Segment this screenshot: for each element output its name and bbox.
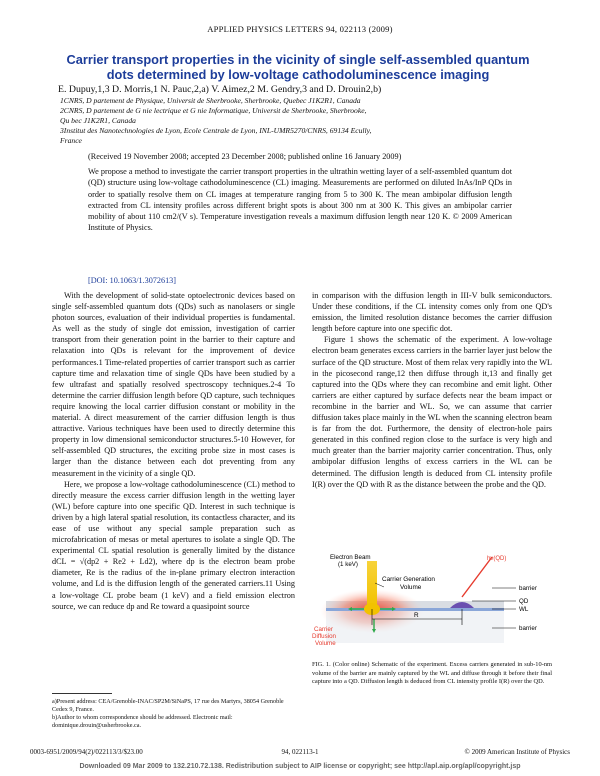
- generation-volume-label: Volume: [400, 584, 422, 591]
- wl-label: WL: [519, 606, 529, 613]
- abstract: We propose a method to investigate the carrier transport properties in the ultrathin wetting layer of a self-assembled quantum dot (QD) structure using low-voltage cathodoluminescence (CL) imaging. Measurements are performed on diluted InAs/InP QDs in order to spatially resolve them on CL images at temperature ranging from 5 to 300 K. The mean ambipolar diffusion length extracted from CL intensity profiles across different bright spots is about 300 nm at 300 K. This gives an ambipolar carrier mobility of about 110 cm2/(V s). Temperature investigation reveals a maximum diffusion length near 120 K. © 2009 American Institute of Physics.: [88, 167, 512, 233]
- footer-page-number: 94, 022113-1: [281, 748, 319, 756]
- photon-wave-icon: [462, 557, 492, 597]
- diffusion-volume-label: Carrier: [314, 626, 333, 633]
- figure-1-schematic: [312, 553, 552, 653]
- affiliation-line: 2CNRS, D partement de G nie lectrique et G nie Informatique, Universit de Sherbrooke, Sherbrooke,: [60, 106, 367, 115]
- download-notice: Downloaded 09 Mar 2009 to 132.210.72.138. Redistribution subject to AIP license or copyright; see http://apl.aip.org/apl/copyright.jsp: [79, 763, 521, 770]
- paper-title: Carrier transport properties in the vicinity of single self-assembled quantum dots determined by low-voltage cathodoluminescence imaging: [66, 52, 530, 82]
- photon-label: hν(QD): [487, 556, 507, 562]
- body-column-left: [52, 290, 295, 612]
- received-dates: (Received 19 November 2008; accepted 23 December 2008; published online 16 January 2009): [88, 152, 402, 161]
- footnote: a)Present address: CEA/Grenoble-INAC/SP2M/SiNaPS, 17 rue des Martyrs, 38054 Grenoble Cedex 9, France.: [52, 698, 284, 713]
- body-column-right: [312, 290, 552, 490]
- author-list: E. Dupuy,1,3 D. Morris,1 N. Pauc,2,a) V. Aimez,2 M. Gendry,3 and D. Drouin2,b): [58, 84, 382, 95]
- figure-1-caption: FIG. 1. (Color online) Schematic of the experiment. Excess carriers generated in sub-10-nm volume of the barrier are mainly captured by the WL and diffuse through it before their final capture into a QD. Diffusion length is deduced from CL intensity profile I(R) over the QD.: [312, 661, 552, 686]
- qd-label: QD: [519, 598, 529, 605]
- barrier-bottom-label: barrier: [519, 625, 537, 632]
- generation-volume-label: Carrier Generation: [382, 576, 435, 583]
- affiliation-line: 1CNRS, D partement de Physique, Universit de Sherbrooke, Sherbrooke, Quebec J1K2R1, Canada: [60, 96, 361, 105]
- paragraph: With the development of solid-state optoelectronic devices based on single self-assembled quantum dots (QDs) such as nanolasers or single photon sources, evaluation of their individual properties is fundamental. As well as the study of single dot emission, investigation of carrier transport from their generation point in the barrier to their capture and relaxation into QDs is relevant for the improvement of device performances.1 Time-related properties of carrier transport such as carrier capture time and relaxation time of single QDs have been studied by a few ultrafast and spatially resolved spectroscopy techniques.2-4 To determine the carrier diffusion length before QD capture, such techniques require knowing the local carrier diffusion constant or mobility in the material. A direct measurement of the carrier diffusion length is thus attractive. Various techniques have been used to directly determine this property in low dimensional semiconductor structures.5-10 However, for self-assembled QD structures, the exciting probe size in most cases is larger than the distance between each dot preventing from any measurement in the vicinity of a single QD.: [52, 291, 295, 478]
- electron-beam: [367, 561, 377, 607]
- paragraph: Here, we propose a low-voltage cathodoluminescence (CL) method to directly measure the excess carrier diffusion length in the wetting layer (WL) before capture into one specific QD. Interest in such technique is driven by a high lateral spatial resolution, its contactless character, and its ease of use without any special sample preparation such as microfabrication of mesas or metal apertures to isolate a single QD. The experimental CL spatial resolution is generally limited by the distance dCL = √(dp2 + Re2 + Ld2), where dp is the electron beam probe diameter, Re is the radius of the in-plane primary electron interaction volume, and Ld is the diffusion length of the generated carriers.11 Using a low-voltage CL probe beam (1 keV) and a field emission electron source, we can reduce dp and Re toward a quasipoint source: [52, 479, 295, 611]
- affiliations: [60, 96, 490, 146]
- beam-energy-label: (1 keV): [338, 561, 358, 568]
- diffusion-volume-label: Volume: [315, 640, 336, 647]
- affiliation-line: Qu bec J1K2R1, Canada: [60, 116, 136, 125]
- doi-link[interactable]: [DOI: 10.1063/1.3072613]: [88, 276, 177, 285]
- footer-copyright: © 2009 American Institute of Physics: [464, 748, 570, 756]
- footnote-divider: [52, 693, 112, 694]
- footer-issn: 0003-6951/2009/94(2)/022113/3/$23.00: [30, 748, 143, 756]
- footnote: b)Author to whom correspondence should be addressed. Electronic mail: dominique.drouin@usherbrooke.ca.: [52, 714, 233, 729]
- journal-header: APPLIED PHYSICS LETTERS 94, 022113 (2009): [207, 24, 393, 34]
- paragraph: in comparison with the diffusion length in III-V bulk semiconductors. Under these conditions, if the CL intensity comes only from one QD's emission, the limited resolution distance becomes the carrier diffusion length before capture into one specific dot.: [312, 291, 552, 334]
- affiliation-line: France: [60, 136, 82, 145]
- footnotes: [52, 698, 295, 730]
- paragraph: Figure 1 shows the schematic of the experiment. A low-voltage electron beam generates excess carriers in the barrier layer just below the surface of the QD structure. Most of them relax very rapidly into the WL in the picosecond range,12 then diffuse through it,13 and finally get captured into the QDs where they can recombine and emit light. Other carriers are either captured by surface defects near the beam impact or recombine in the barrier and WL. So, we can assume that carrier diffusion takes place mainly in the WL when the scanning electron beam is far from the dot. Furthermore, the density of electron-hole pairs generated in this confined region close to the surface is very high and much greater than the barrier majority carrier concentration. Thus, only ambipolar diffusion lengths of excess carriers in the WL can be determined. The diffusion length is deduced from CL intensity profile I(R) over the QD with R as the distance between the probe and the QD.: [312, 335, 552, 489]
- affiliation-line: 3Institut des Nanotechnologies de Lyon, Ecole Centrale de Lyon, INL-UMR5270/CNRS, 69134 Ecully,: [60, 126, 372, 135]
- distance-r-label: R: [414, 612, 419, 619]
- barrier-top-label: barrier: [519, 585, 537, 592]
- beam-label: Electron Beam: [330, 554, 371, 561]
- diffusion-volume-label: Diffusion: [312, 633, 336, 640]
